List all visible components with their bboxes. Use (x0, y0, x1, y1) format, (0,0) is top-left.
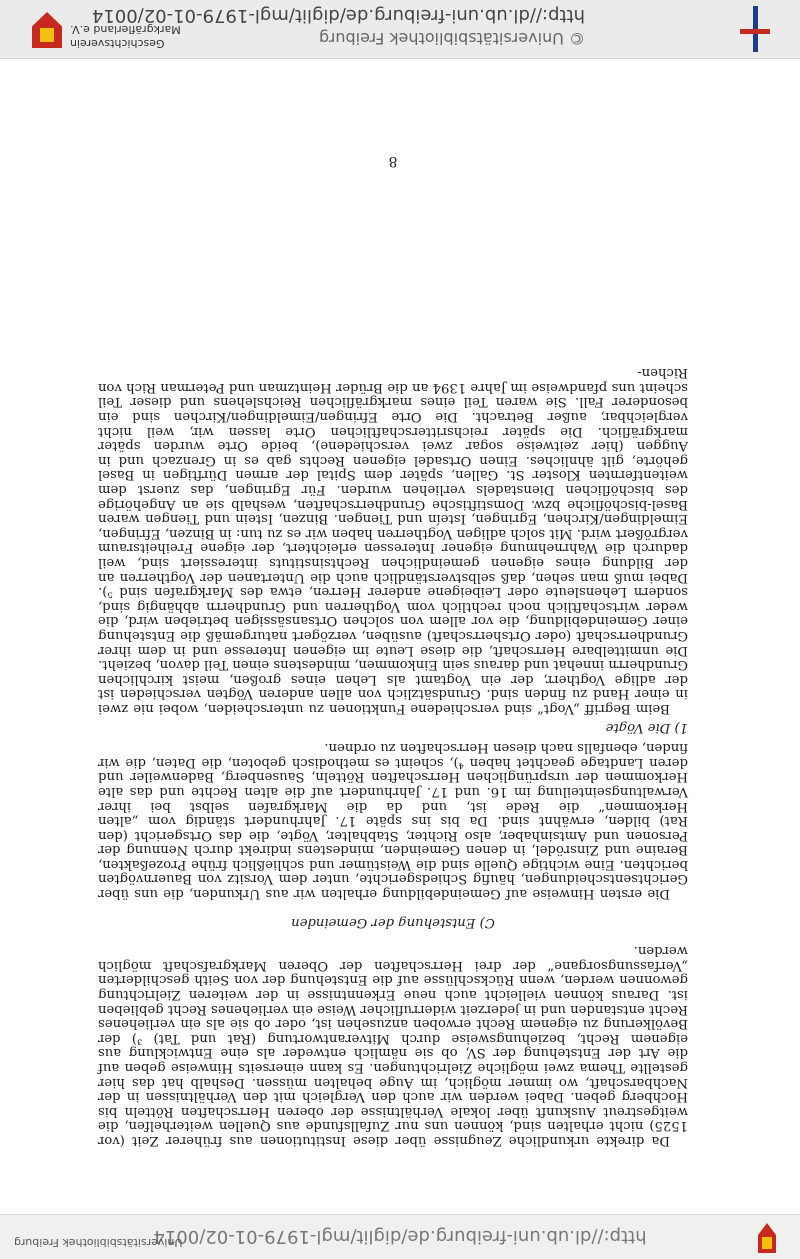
permalink-url[interactable]: http://dl.ub.uni-freiburg.de/diglit/mgl-1979-01-02/0014 (153, 1226, 647, 1247)
bottom-band (0, 0, 800, 59)
ub-freiburg-logo-icon (740, 6, 770, 52)
top-band (0, 1214, 800, 1259)
section-heading: C) Entstehung der Gemeinden (291, 914, 495, 930)
society-crest-large-icon (32, 12, 62, 48)
paragraph-voegte: Beim Begriff „Vogt“ sind verschiedene Funktionen zu unterscheiden, wobei nie zwei in einer Hand zu finden sind. Grundsätzlich von allen anderen Vögten verschieden ist der adlige Vogtherr, der ein Vogtamt als Lehen eines großen, meist kirchlichen Grundherrn innehat und daraus sein Einkommen, mindestens einen Teil davon, bezieht. Die unmittelbare Herrschaft, die diese Leute im eigenen Interesse und in dem ihrer Grundherrschaft (oder Ortsherrschaft) ausüben, verzögert naturgemäß die Entstehung einer Gemeindebildung, die vor allem von solchen Ortsansässigen betrieben wird, die weder wirtschaftlich noch rechtlich vom Vogtherren und Grundherrn abhängig sind, sondern Lehensleute oder Leibeigene anderer Herren, etwa des Markgrafen sind ⁵). Dabei muß man sehen, daß selbstverständlich auch die Untertanen der Vogtherren an der Bildung eines eigenen gemeindlichen Rechtsinstituts interessiert sind, weil dadurch die Wahrnehmung eigener Interessen erleichtert, der eigene Freiheitsraum vergrößert wird. Mit solch adligen Vogtherren haben wir es zu tun: in Binzen, Efringen, Eimeldingen/Kirchen, Egringen, Isteín und Tiengen. Binzen, Istein und Tiengen waren Basel-bischöfliche bzw. Domstiftische Grundherrschaften, weshalb sie an Angehörige des bischöflichen Dienstadels verliehen wurden. Für Egringen, das zuerst dem weitentfernten Kloster St. Gallen, später dem Spital der armen Dürftigen in Basel gehörte, gilt ähnliches. Einen Ortsadel eigenen Rechts gab es in Grenzach und in Auggen (hier zeitweise sogar zwei verschiedene), beide Orte wurden später markgräflich. Die später reichsritterschaftlichen Orte lassen wir, weil nicht vergleichbar, außer Betracht. Die Orte Efringen/Eimeldingen/Kirchen sind ein besonderer Fall. Sie waren Teil eines markgräflichen Reichslehens und dieser Teil scheint uns pfandweise im Jahre 1394 an die Brüder Heintzman und Peterman Rich von Richen- (98, 365, 688, 716)
library-name: Universitätsbibliothek Freiburg (14, 1236, 183, 1249)
society-name-line2: Markgräflerland e.V. (70, 23, 181, 36)
subsection-heading: 1) Die Vögte (605, 719, 688, 735)
paragraph-sources: Die ersten Hinweise auf Gemeindebildung erhalten wir aus Urkunden, die uns über Gerichtsentscheidungen, häufig Schiedsgerichte, unter dem Vorsitz von Bauernvögten berichten. Eine wichtige Quelle sind die Weistümer und schließlich frühe Prozeßakten, Beraine und Zinsrödel, in denen Gemeinden, mindestens indirekt durch Nennung der Personen und Amtsinhaber, also Richter, Stabhalter, Vögte, die das Ortsgericht (den Rat) bilden, erwähnt sind. Da bis ins späte 17. Jahrhundert ständig vom „alten Herkommen“ die Rede ist, und da die Markgrafen selbst bei ihrer Verwaltungseinteilung im 16. und 17. Jahrhundert auf die alten Rechte und das alte Herkommen der ursprünglichen Herrschaften Rötteln, Sausenberg, Badenweiler und deren Landtage geachtet haben ⁴), scheint es methodisch geboten, die Daten, die wir finden, ebenfalls nach diesen Herrschaften zu ordnen. (98, 740, 688, 902)
society-name (70, 22, 210, 50)
society-name-line1: Geschichtsverein (70, 37, 165, 50)
copyright-text: © Universitätsbibliothek Freiburg (318, 29, 585, 48)
footer-url[interactable]: http://dl.ub.uni-freiburg.de/diglit/mgl-1979-01-02/0014 (91, 5, 585, 26)
document-body (98, 365, 688, 1147)
page-number: 8 (388, 153, 398, 169)
paragraph-intro: Da direkte urkundliche Zeugnisse über diese Institutionen aus früherer Zeit (vor 1525) nicht erhalten sind, können uns nur Zufallsfunde aus Quellen weiterhelfen, die weitgestreut Auskunft über lokale Verhältnisse der oberen Herrschaften Rötteln bis Hochberg geben. Dabei werden wir auch den Vergleich mit den Verhältnissen in der Nachbarschaft, wo immer möglich, im Auge behalten müssen. Deshalb hat das hier gestellte Thema zwei mögliche Zielrichtungen. Es kann einerseits Hinweise geben auf die Art der Entstehung der SV, ob sie nämlich entweder als eine Entwicklung aus eigenem Recht, beziehungsweise durch Mitverantwortung (Rat und Tat) ³) der Bevölkerung zu eigenem Recht erwoben anzusehen ist, oder ob sie als ein verliehenes Recht entstanden und in jederzeit widerruflicher Weise ein verliehenes Recht geblieben ist. Daraus können vielleicht auch neue Erkenntnisse in der weiteren Zielrichtung gewonnen werden, wenn Rückschlüsse auf die Entstehung der von Seith geschilderten „Verfassungsorgane“ der drei Herrschaften der Oberen Markgrafschaft möglich werden. (98, 943, 688, 1148)
